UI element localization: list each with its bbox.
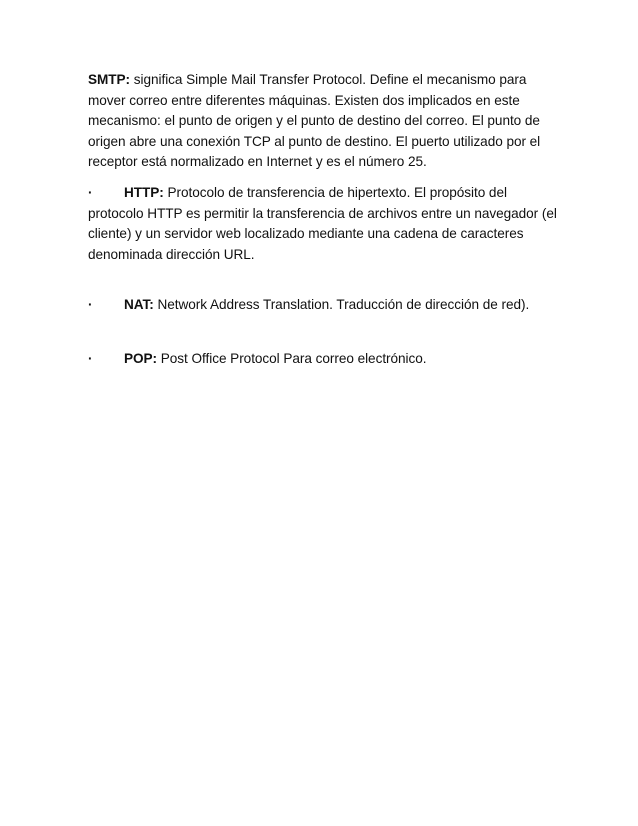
smtp-description: significa Simple Mail Transfer Protocol. Define el mecanismo para mover correo entre diferentes máquinas. Existen dos implicados en este mecanismo: el punto de origen y el punto de destino del correo. El punto de origen abre una conexión TCP al punto de destino. El puerto utilizado por el receptor está normalizado en Internet y es el número 25. (88, 72, 541, 169)
pop-bullet: · (88, 351, 93, 366)
smtp-term: SMTP: (88, 72, 131, 87)
nat-term: NAT: (124, 297, 154, 312)
smtp-paragraph (88, 70, 558, 173)
pop-paragraph (88, 349, 558, 370)
nat-bullet: · (88, 297, 93, 312)
pop-description: Post Office Protocol Para correo electrónico. (157, 351, 427, 366)
nat-description: Network Address Translation. Traducción de dirección de red). (153, 297, 530, 312)
http-term: HTTP: (124, 185, 164, 200)
nat-paragraph (88, 295, 558, 316)
http-bullet: · (88, 185, 93, 200)
http-paragraph (88, 183, 558, 265)
pop-term: POP: (124, 351, 158, 366)
http-description: Protocolo de transferencia de hipertexto. El propósito del protocolo HTTP es permitir la transferencia de archivos entre un navegador (el cliente) y un servidor web localizado mediante una cadena de caracteres denominada dirección URL. (88, 185, 557, 262)
